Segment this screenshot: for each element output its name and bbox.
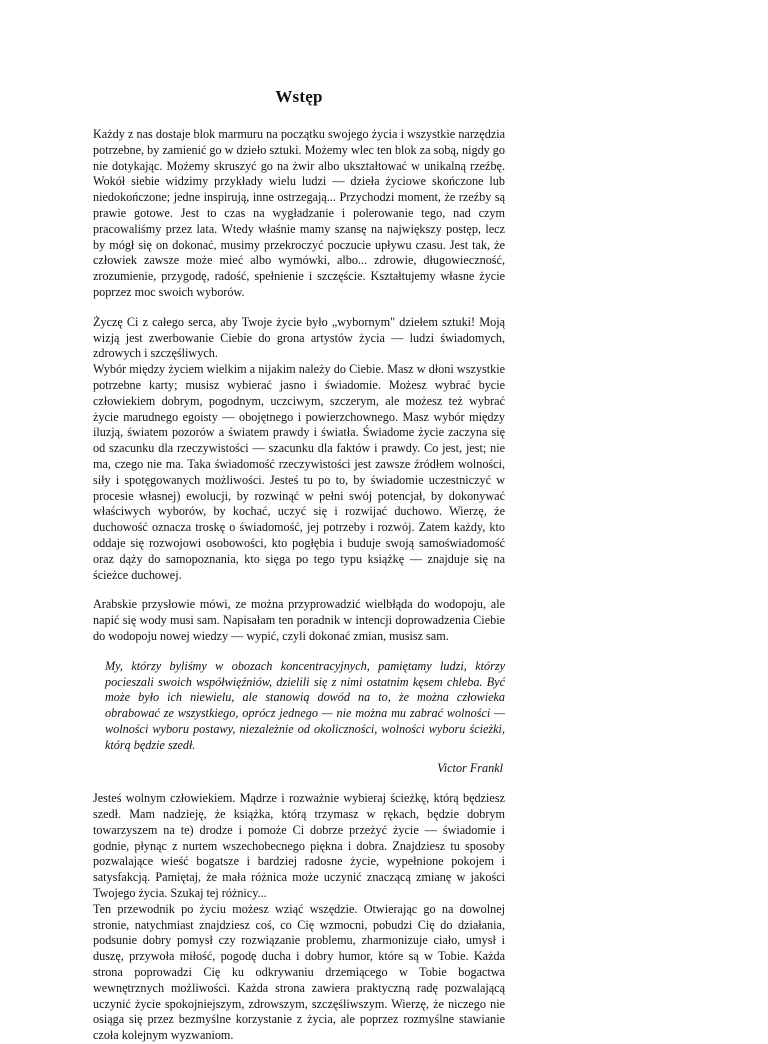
paragraph-wish: Życzę Ci z całego serca, aby Twoje życie było „wybornym" dziełem sztuki! Moją wizją jest zwerbowanie Ciebie do grona artystów życia — ludzi świadomych, zdrowych i szczęśliwych. [93,314,505,361]
paragraph-gap [93,583,505,597]
paragraph-marble: Każdy z nas dostaje blok marmuru na początku swojego życia i wszystkie narzędzia potrzebne, by zamienić go w dzieło sztuki. Możemy wlec ten blok za sobą, nigdy go nie dotykając. Możemy skruszyć go na żwir albo ukształtować w unikalną rzeźbę. Wokół siebie widzimy przykłady wielu ludzi — dzieła życiowe skończone lub niedokończone; jedne inspirują, inne ostrzegają... Przychodzi moment, że rzeźby są prawie gotowe. Jest to czas na wygładzanie i polerowanie tego, nad czym pracowaliśmy przez lata. Wtedy właśnie mamy szansę na największy postęp, lecz by mógł się on dokonać, musimy przekroczyć poczucie upływu czasu. Jest tak, że człowiek zawsze może mieć albo wymówki, albo... zdrowie, długowieczność, zrozumienie, przygodę, radość, spełnienie i szczęście. Kształtujemy własne życie poprzez moc swoich wyborów. [93,127,505,299]
paragraph-free-person: Jesteś wolnym człowiekiem. Mądrze i rozważnie wybieraj ścieżkę, którą będziesz szedł. Mam nadzieję, że książka, którą trzymasz w rękach, będzie dobrym towarzyszem na te) drodze i pomoże Ci dobrze przeżyć życie — świadomie i godnie, płynąc z nurtem wszechobecnego piękna i dobra. Znajdziesz tu sposoby pozwalające wieść bogatsze i bardziej radosne życie, wypełnione pokojem i satysfakcją. Pamiętaj, że mała różnica może uczynić znaczącą zmianę w jakości Twojego życia. Szukaj tej różnicy... [93,791,505,901]
paragraph-proverb: Arabskie przysłowie mówi, ze można przyprowadzić wielbłąda do wodopoju, ale napić się wody musi sam. Napisałam ten poradnik w intencji doprowadzenia Ciebie do wodopoju nowej wiedzy — wypić, czyli dokonać zmian, musisz sam. [93,597,505,643]
paragraph-choice: Wybór między życiem wielkim a nijakim należy do Ciebie. Masz w dłoni wszystkie potrzebne karty; musisz wybierać jasno i świadomie. Możesz wybrać bycie człowiekiem dobrym, pogodnym, uczciwym, szczerym, ale możesz też wybrać życie marudnego egoisty — obojętnego i powierzchownego. Masz wybór między iluzją, światem pozorów a światem prawdy i światła. Świadome życie zaczyna się od szacunku dla rzeczywistości — szacunku dla faktów i prawdy. Co jest, jest; nie ma, czego nie ma. Taka świadomość rzeczywistości jest zawsze źródłem wolności, siły i spotęgowanych możliwości. Jesteś tu po to, by świadomie uczestniczyć w procesie własnej) ewolucji, by rozwinąć w pełni swój potencjał, by dokonywać właściwych wyborów, by kochać, uczyć się i rozwijać duchowo. Wierzę, że duchowość oznacza troskę o świadomość, jej potrzeby i rozwój. Zatem każdy, kto oddaje się rozwojowi osobowości, kto pogłębia i buduje swoją samoświadomość oraz dąży do samopoznania, kto sięga po tego typu książkę — znajduje się na ścieżce duchowej. [93,362,505,582]
document-body [93,127,505,1044]
paragraph-gap [93,645,505,659]
paragraph-guide: Ten przewodnik po życiu możesz wziąć wszędzie. Otwierając go na dowolnej stronie, natychmiast znajdziesz coś, co Cię wzmocni, pobudzi Cię do działania, podsunie dobry pomysł czy rozwiązanie problemu, zharmonizuje ciało, umysł i duszę, przywoła miłość, pogodę ducha i dobry humor, które są w Tobie. Każda strona poprowadzi Cię ku odkrywaniu drzemiącego w Tobie bogactwa wewnętrznych możliwości. Każda strona zawiera praktyczną radę pozwalającą uczynić życie spokojniejszym, zdrowszym, szczęśliwszym. Wierzę, że niczego nie osiąga się przez bezmyślne korzystanie z życia, ale poprzez rozmyślne stawianie czoła kolejnym wyzwaniom. [93,901,505,1043]
paragraph-gap [93,777,505,791]
paragraph-gap [93,301,505,315]
quote-text: My, którzy byliśmy w obozach koncentracyjnych, pamiętamy ludzi, którzy pocieszali swoich współwięźniów, dzielili się z nimi ostatnim kęsem chleba. Być może było ich niewielu, ale stanowią dowód na to, że można człowieka obrabować ze wszystkiego, oprócz jednego — nie można mu zabrać wolności — wolności wyboru postawy, niezależnie od okoliczności, wolności wyboru ścieżki, którą będzie szedł. [105,658,505,752]
quote-author: Victor Frankl [437,761,503,776]
page-title: Wstęp [275,87,323,106]
